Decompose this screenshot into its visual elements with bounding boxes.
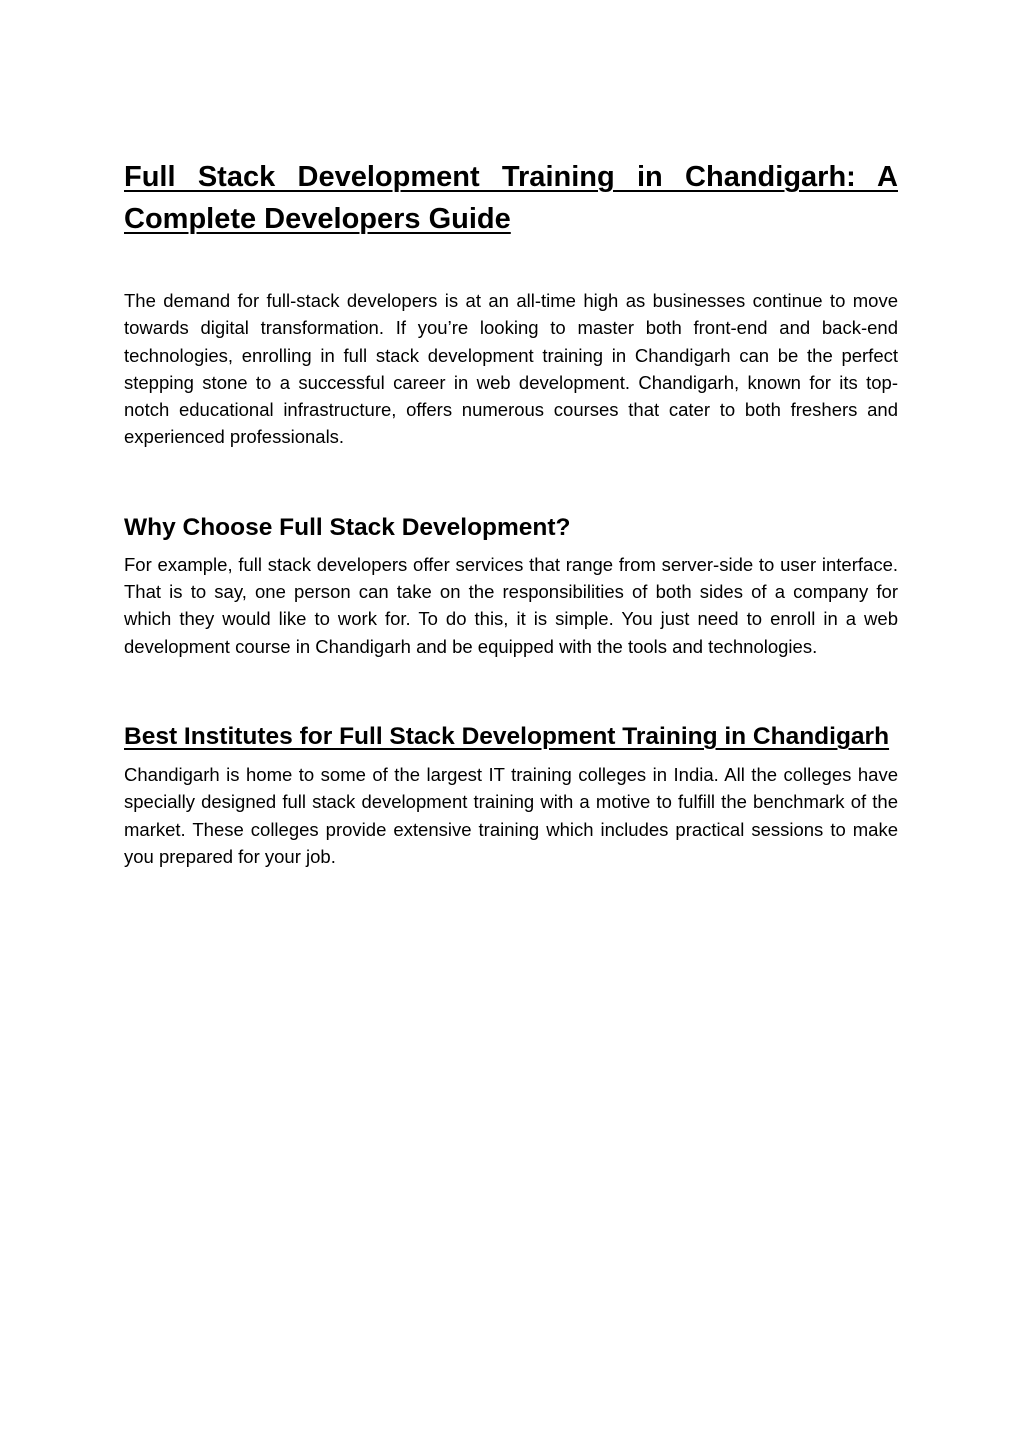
section-heading-why-choose: Why Choose Full Stack Development? (124, 513, 571, 541)
section-body-why-choose: For example, full stack developers offer services that range from server-side to user interface. That is to say, one person can take on the responsibilities of both sides of a company for which they would like to work for. To do this, it is simple. You just need to enroll in a web development course in Chandigarh and be equipped with the tools and technologies. (124, 553, 898, 657)
document-page (124, 156, 898, 870)
section-heading-best-institutes: Best Institutes for Full Stack Development Training in Chandigarh (124, 722, 890, 750)
section-best-institutes (124, 719, 898, 870)
section-why-choose (124, 511, 898, 660)
intro-paragraph: The demand for full-stack developers is at an all-time high as businesses continue to move towards digital transformation. If you’re looking to master both front-end and back-end technologies, enrolling in full stack development training in Chandigarh can be the perfect stepping stone to a successful career in web development. Chandigarh, known for its top-notch educational infrastructure, offers numerous courses that cater to both freshers and experienced professionals. (124, 290, 898, 448)
document-title: Full Stack Development Training in Chandigarh: A Complete Developers Guide (124, 161, 898, 235)
section-body-best-institutes: Chandigarh is home to some of the largest IT training colleges in India. All the colleges have specially designed full stack development training with a motive to fulfill the benchmark of the market. These colleges provide extensive training which includes practical sessions to make you prepared for your job. (124, 763, 898, 867)
